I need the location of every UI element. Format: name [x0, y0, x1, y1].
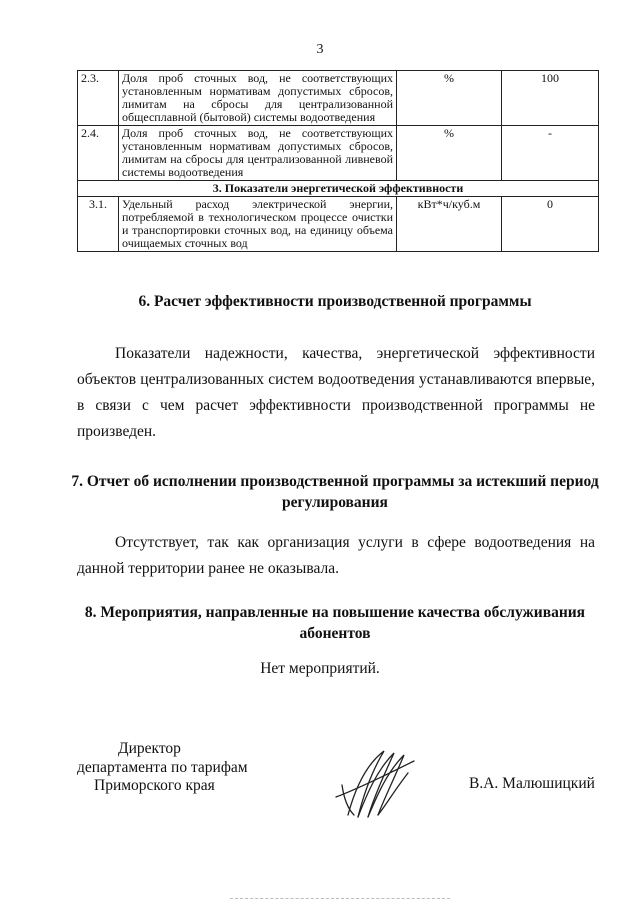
table-row — [78, 197, 599, 252]
row-number: 2.4. — [78, 126, 119, 181]
signature-title-line3: Приморского края — [94, 777, 215, 794]
table-row — [78, 71, 599, 126]
row-value: - — [502, 126, 599, 181]
row-number: 3.1. — [78, 197, 119, 252]
table-section-row — [78, 181, 599, 197]
section-6-text: Показатели надежности, качества, энергетической эффективности объектов централизованных систем водоотведения устанавливаются впервые, в связи с чем расчет эффективности производственной программы не произведен. — [77, 345, 595, 440]
section-8-heading: 8. Мероприятия, направленные на повышение качества обслуживания абонентов — [84, 604, 586, 642]
section-title: 3. Показатели энергетической эффективности — [78, 181, 599, 197]
signature-title-line1: Директор — [118, 740, 181, 757]
row-description: Доля проб сточных вод, не соответствующих установленным нормативам допустимых сбросов, лимитам на сбросы для централизованной общесплавной (бытовой) системы водоотведения — [119, 71, 397, 126]
section-7-heading: 7. Отчет об исполнении производственной программы за истекший период регулирования — [71, 473, 599, 511]
row-unit: % — [397, 126, 502, 181]
row-unit: кВт*ч/куб.м — [397, 197, 502, 252]
page-number: 3 — [316, 42, 324, 57]
section-8-text: Нет мероприятий. — [260, 660, 380, 677]
section-7-text: Отсутствует, так как организация услуги в сфере водоотведения на данной территории ранее не оказывала. — [77, 534, 595, 577]
row-description: Удельный расход электрической энергии, потребляемой в технологическом процессе очистки и транспортировки сточных вод, на единицу объема очищаемых сточных вод — [119, 197, 397, 252]
table-row — [78, 126, 599, 181]
row-unit: % — [397, 71, 502, 126]
row-value: 100 — [502, 71, 599, 126]
footer-mark — [230, 898, 450, 903]
indicators-table — [77, 70, 599, 252]
signatory-name: В.А. Малюшицкий — [469, 775, 595, 792]
row-value: 0 — [502, 197, 599, 252]
section-6-heading: 6. Расчет эффективности производственной программы — [138, 293, 532, 310]
row-description: Доля проб сточных вод, не соответствующих установленным нормативам допустимых сбросов, лимитам на сбросы для централизованной ливневой системы водоотведения — [119, 126, 397, 181]
row-number: 2.3. — [78, 71, 119, 126]
handwritten-signature — [328, 745, 418, 821]
signature-title-line2: департамента по тарифам — [77, 759, 248, 776]
